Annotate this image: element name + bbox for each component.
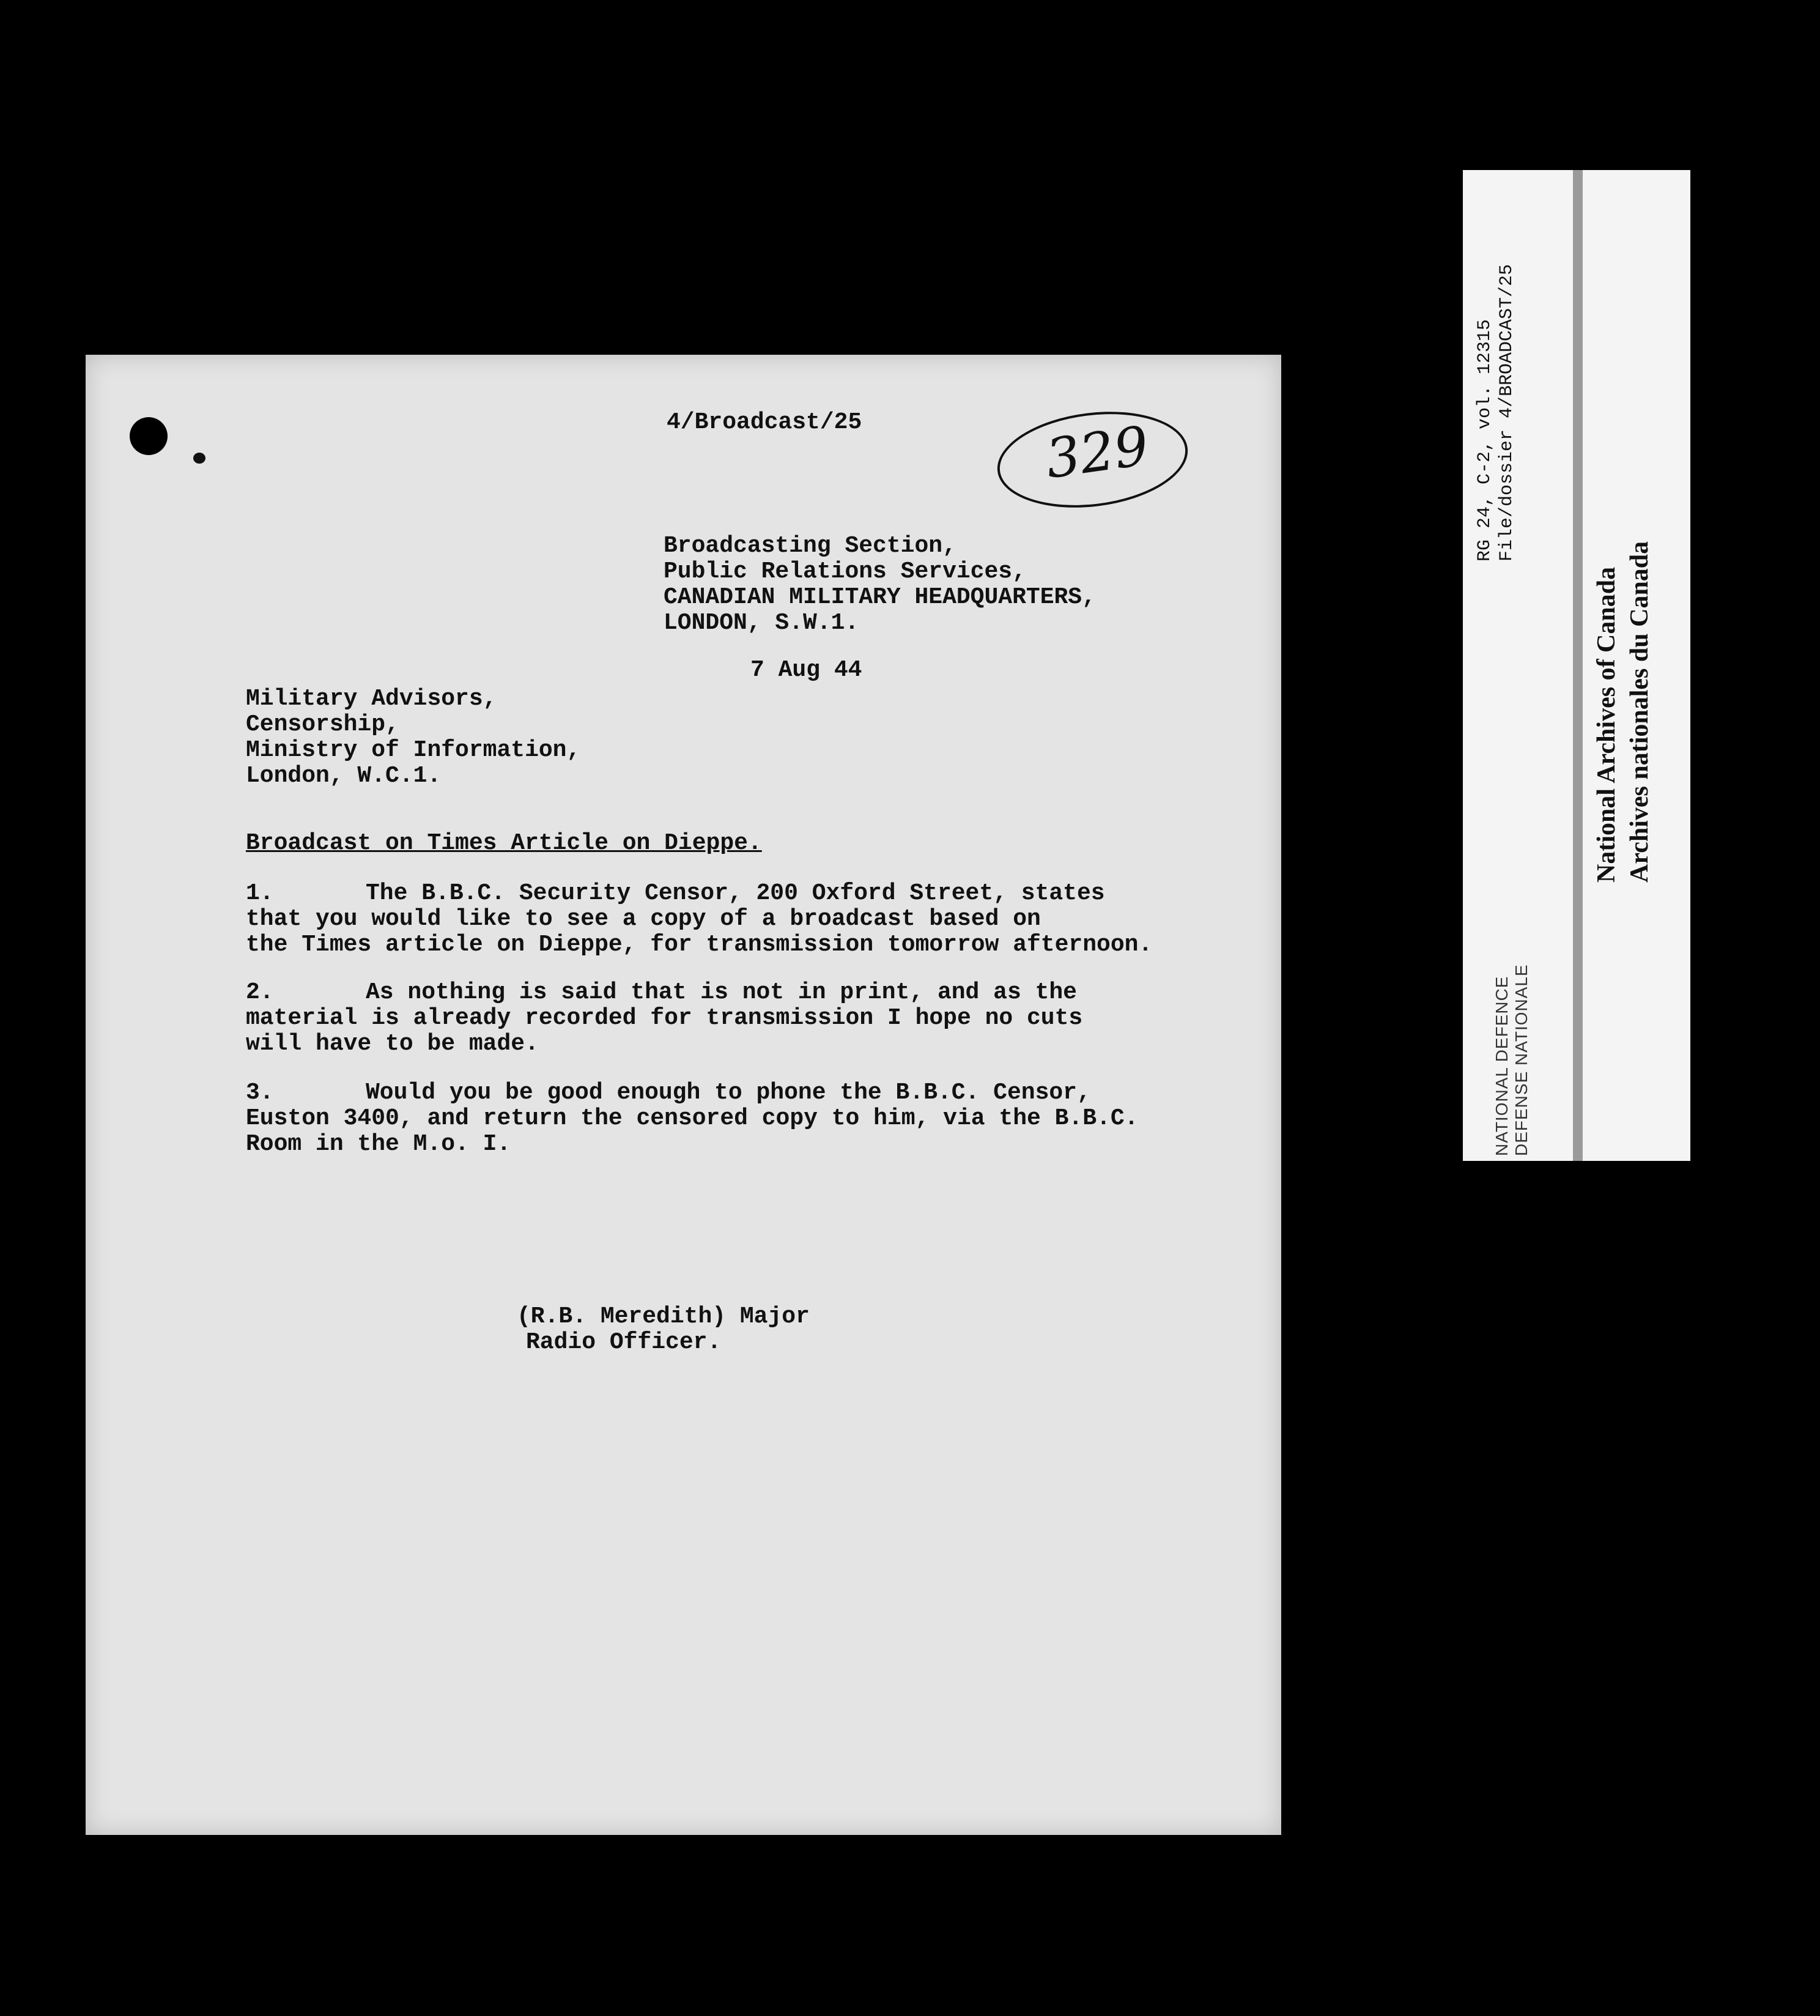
paragraph-first-line: Would you be good enough to phone the B.B.C. Censor,	[366, 1080, 1091, 1106]
label-divider	[1573, 170, 1583, 1161]
sender-line-3: CANADIAN MILITARY HEADQUARTERS,	[664, 584, 1096, 610]
archive-name-en: National Archives of Canada	[1592, 566, 1621, 883]
letter-date: 7 Aug 44	[750, 657, 862, 683]
document-page	[86, 355, 1281, 1835]
paragraph-number: 1.	[246, 880, 274, 906]
paragraph-first-line: The B.B.C. Security Censor, 200 Oxford Street, states	[366, 880, 1105, 906]
sender-line-2: Public Relations Services,	[664, 558, 1026, 585]
archive-label	[1463, 170, 1690, 1161]
file-reference: 4/Broadcast/25	[667, 409, 862, 435]
subject-line: Broadcast on Times Article on Dieppe.	[246, 830, 762, 856]
recipient-line-4: London, W.C.1.	[246, 763, 442, 789]
paragraph-number: 3.	[246, 1080, 274, 1106]
paragraph-body: Euston 3400, and return the censored copy to him, via the B.B.C. Room in the M.o. I.	[246, 1105, 1139, 1157]
paragraph-first-line: As nothing is said that is not in print, and as the	[366, 979, 1077, 1006]
signature-name: (R.B. Meredith) Major	[517, 1303, 810, 1330]
signature-title: Radio Officer.	[526, 1329, 722, 1355]
recipient-line-2: Censorship,	[246, 711, 399, 738]
ink-mark	[193, 453, 205, 464]
archive-ref-line-2: File/dossier 4/BROADCAST/25	[1496, 264, 1517, 561]
archive-name	[1590, 541, 1656, 883]
archive-ref-line-1: RG 24, C-2, vol. 12315	[1474, 319, 1495, 561]
department-stamp	[1492, 964, 1531, 1156]
recipient-line-1: Military Advisors,	[246, 686, 497, 712]
paragraph-body: that you would like to see a copy of a broadcast based on the Times article on Dieppe, for transmission tomorrow afternoon.	[246, 906, 1153, 958]
recipient-line-3: Ministry of Information,	[246, 737, 581, 763]
department-line-1: NATIONAL DEFENCE	[1492, 976, 1511, 1156]
punch-hole	[130, 417, 168, 455]
sender-line-4: LONDON, S.W.1.	[664, 610, 859, 636]
folio-number: 329	[1041, 413, 1153, 491]
archive-reference	[1474, 264, 1518, 561]
sender-line-1: Broadcasting Section,	[664, 533, 956, 559]
paragraph-number: 2.	[246, 979, 274, 1006]
archive-name-fr: Archives nationales du Canada	[1626, 541, 1654, 883]
department-line-2: DEFENSE NATIONALE	[1512, 964, 1531, 1156]
paragraph-body: material is already recorded for transmission I hope no cuts will have to be made.	[246, 1005, 1083, 1057]
